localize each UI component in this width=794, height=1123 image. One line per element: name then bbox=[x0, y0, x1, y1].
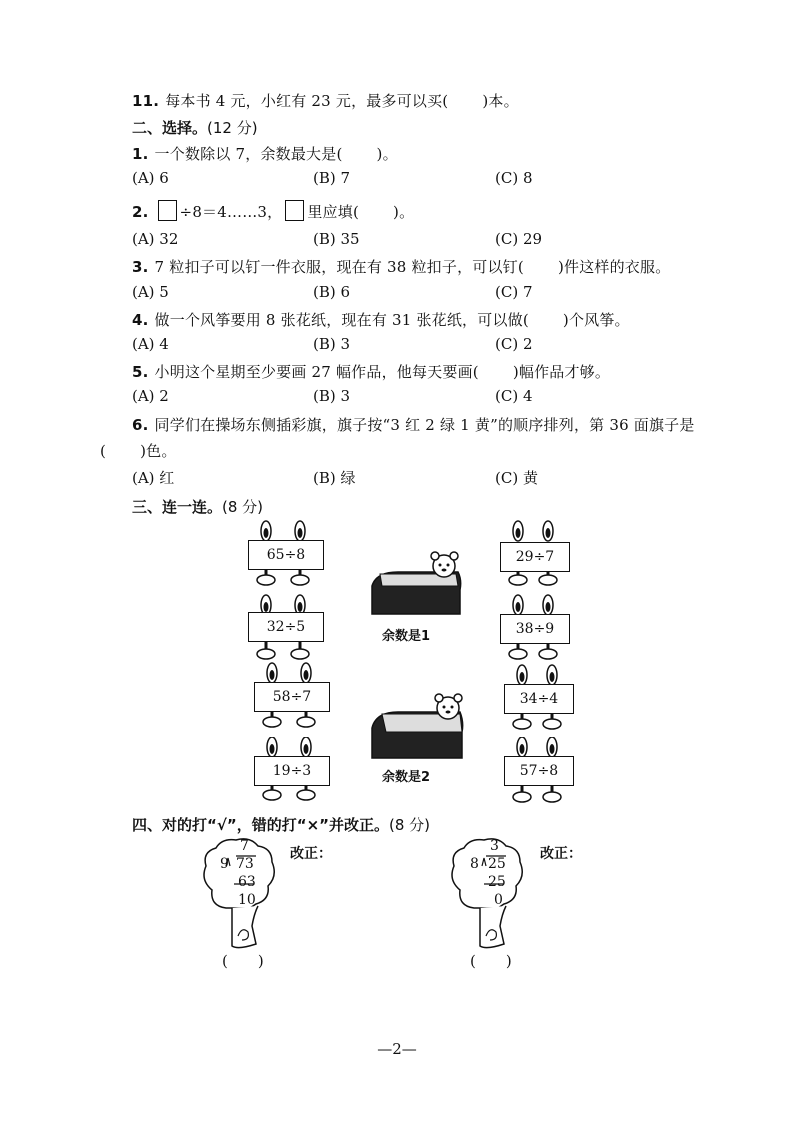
divisor: 8 bbox=[470, 856, 479, 872]
option-b[interactable]: (B) 35 bbox=[313, 230, 360, 248]
question-text-end: )件这样的衣服。 bbox=[557, 258, 671, 276]
option-a[interactable]: (A) 5 bbox=[132, 283, 169, 301]
choice-question-6-cont bbox=[100, 440, 177, 461]
question-number: 3. bbox=[132, 258, 149, 276]
question-text: 每本书 4 元，小红有 23 元，最多可以买( bbox=[165, 92, 449, 110]
question-number: 6. bbox=[132, 416, 149, 434]
question-text-end: )色。 bbox=[140, 442, 177, 460]
choice-question-5 bbox=[132, 361, 610, 382]
option-a[interactable]: (A) 32 bbox=[132, 230, 179, 248]
section-4-title bbox=[132, 814, 430, 835]
option-a[interactable]: (A) 红 bbox=[132, 469, 175, 487]
option-c[interactable]: (C) 8 bbox=[495, 169, 533, 187]
question-number: 1. bbox=[132, 145, 149, 163]
question-number: 2. bbox=[132, 203, 149, 221]
dividend: 25 bbox=[488, 856, 506, 872]
question-text: 7 粒扣子可以钉一件衣服，现在有 38 粒扣子，可以钉( bbox=[154, 258, 524, 276]
question-number: 4. bbox=[132, 311, 149, 329]
choice-question-6 bbox=[132, 414, 695, 435]
quotient: 3 bbox=[490, 838, 499, 854]
fix-label: 改正： bbox=[540, 846, 582, 862]
option-c[interactable]: (C) 29 bbox=[495, 230, 543, 248]
division-card[interactable]: 29÷7 bbox=[500, 542, 570, 572]
option-c[interactable]: (C) 4 bbox=[495, 387, 533, 405]
division-card[interactable]: 58÷7 bbox=[254, 682, 330, 712]
choice-question-3 bbox=[132, 256, 670, 277]
question-number: 11. bbox=[132, 92, 160, 110]
option-b[interactable]: (B) 3 bbox=[313, 387, 351, 405]
divisor: 9 bbox=[220, 856, 229, 872]
section-title: 四、对的打“√”，错的打“×”并改正。 bbox=[132, 816, 390, 834]
option-b[interactable]: (B) 7 bbox=[313, 169, 351, 187]
option-b[interactable]: (B) 绿 bbox=[313, 469, 356, 487]
question-text-end: )个风筝。 bbox=[562, 311, 630, 329]
option-b[interactable]: (B) 6 bbox=[313, 283, 351, 301]
tree-icon bbox=[446, 836, 526, 956]
bear-basket-icon bbox=[368, 692, 472, 762]
product: 25 bbox=[488, 874, 506, 890]
fix-label: 改正： bbox=[290, 846, 332, 862]
section-title: 二、选择。 bbox=[132, 119, 208, 137]
option-a[interactable]: (A) 4 bbox=[132, 335, 169, 353]
question-text: 一个数除以 7，余数最大是( bbox=[154, 145, 343, 163]
option-c[interactable]: (C) 7 bbox=[495, 283, 533, 301]
basket-2[interactable] bbox=[368, 692, 472, 766]
question-11 bbox=[132, 90, 519, 111]
section-score: (12 分) bbox=[207, 119, 258, 137]
question-text: 做一个风筝要用 8 张花纸，现在有 31 张花纸，可以做( bbox=[154, 311, 529, 329]
choice-question-1 bbox=[132, 143, 398, 164]
blank-box bbox=[158, 200, 177, 221]
question-text-end: )。 bbox=[376, 145, 398, 163]
question-text-end: )本。 bbox=[482, 92, 519, 110]
question-text-end: )幅作品才够。 bbox=[512, 363, 611, 381]
option-a[interactable]: (A) 2 bbox=[132, 387, 169, 405]
division-card[interactable]: 57÷8 bbox=[504, 756, 574, 786]
question-text: ÷8＝4……3， bbox=[179, 203, 283, 221]
blank-box bbox=[285, 200, 304, 221]
choice-question-2 bbox=[132, 200, 414, 222]
bear-basket-icon bbox=[368, 550, 472, 620]
division-card[interactable]: 65÷8 bbox=[248, 540, 324, 570]
section-title: 三、连一连。 bbox=[132, 498, 223, 516]
section-score: (8 分) bbox=[389, 816, 431, 834]
tree-2 bbox=[446, 836, 526, 960]
division-card[interactable]: 19÷3 bbox=[254, 756, 330, 786]
question-text-end: )。 bbox=[393, 203, 415, 221]
question-number: 5. bbox=[132, 363, 149, 381]
question-text: 小明这个星期至少要画 27 幅作品，他每天要画( bbox=[154, 363, 479, 381]
remainder: 10 bbox=[238, 892, 256, 908]
quotient: 7 bbox=[240, 838, 249, 854]
dividend: 73 bbox=[236, 856, 254, 872]
division-card[interactable]: 34÷4 bbox=[504, 684, 574, 714]
division-card[interactable]: 38÷9 bbox=[500, 614, 570, 644]
option-c[interactable]: (C) 2 bbox=[495, 335, 533, 353]
basket-label: 余数是2 bbox=[382, 770, 431, 785]
question-text: 里应填( bbox=[307, 203, 360, 221]
section-3-title bbox=[132, 496, 263, 517]
section-score: (8 分) bbox=[222, 498, 264, 516]
question-text: ( bbox=[100, 442, 107, 460]
remainder: 0 bbox=[494, 892, 503, 908]
choice-question-4 bbox=[132, 309, 630, 330]
basket-1[interactable] bbox=[368, 550, 472, 624]
page-number: —2— bbox=[377, 1040, 417, 1058]
option-c[interactable]: (C) 黄 bbox=[495, 469, 538, 487]
option-b[interactable]: (B) 3 bbox=[313, 335, 351, 353]
answer-paren[interactable]: ( ) bbox=[222, 952, 264, 970]
question-text: 同学们在操场东侧插彩旗，旗子按“3 红 2 绿 1 黄”的顺序排列，第 36 面旗子是 bbox=[154, 416, 695, 434]
answer-paren[interactable]: ( ) bbox=[470, 952, 512, 970]
basket-label: 余数是1 bbox=[382, 629, 431, 644]
section-2-title bbox=[132, 117, 258, 138]
product: 63 bbox=[238, 874, 256, 890]
division-card[interactable]: 32÷5 bbox=[248, 612, 324, 642]
option-a[interactable]: (A) 6 bbox=[132, 169, 169, 187]
